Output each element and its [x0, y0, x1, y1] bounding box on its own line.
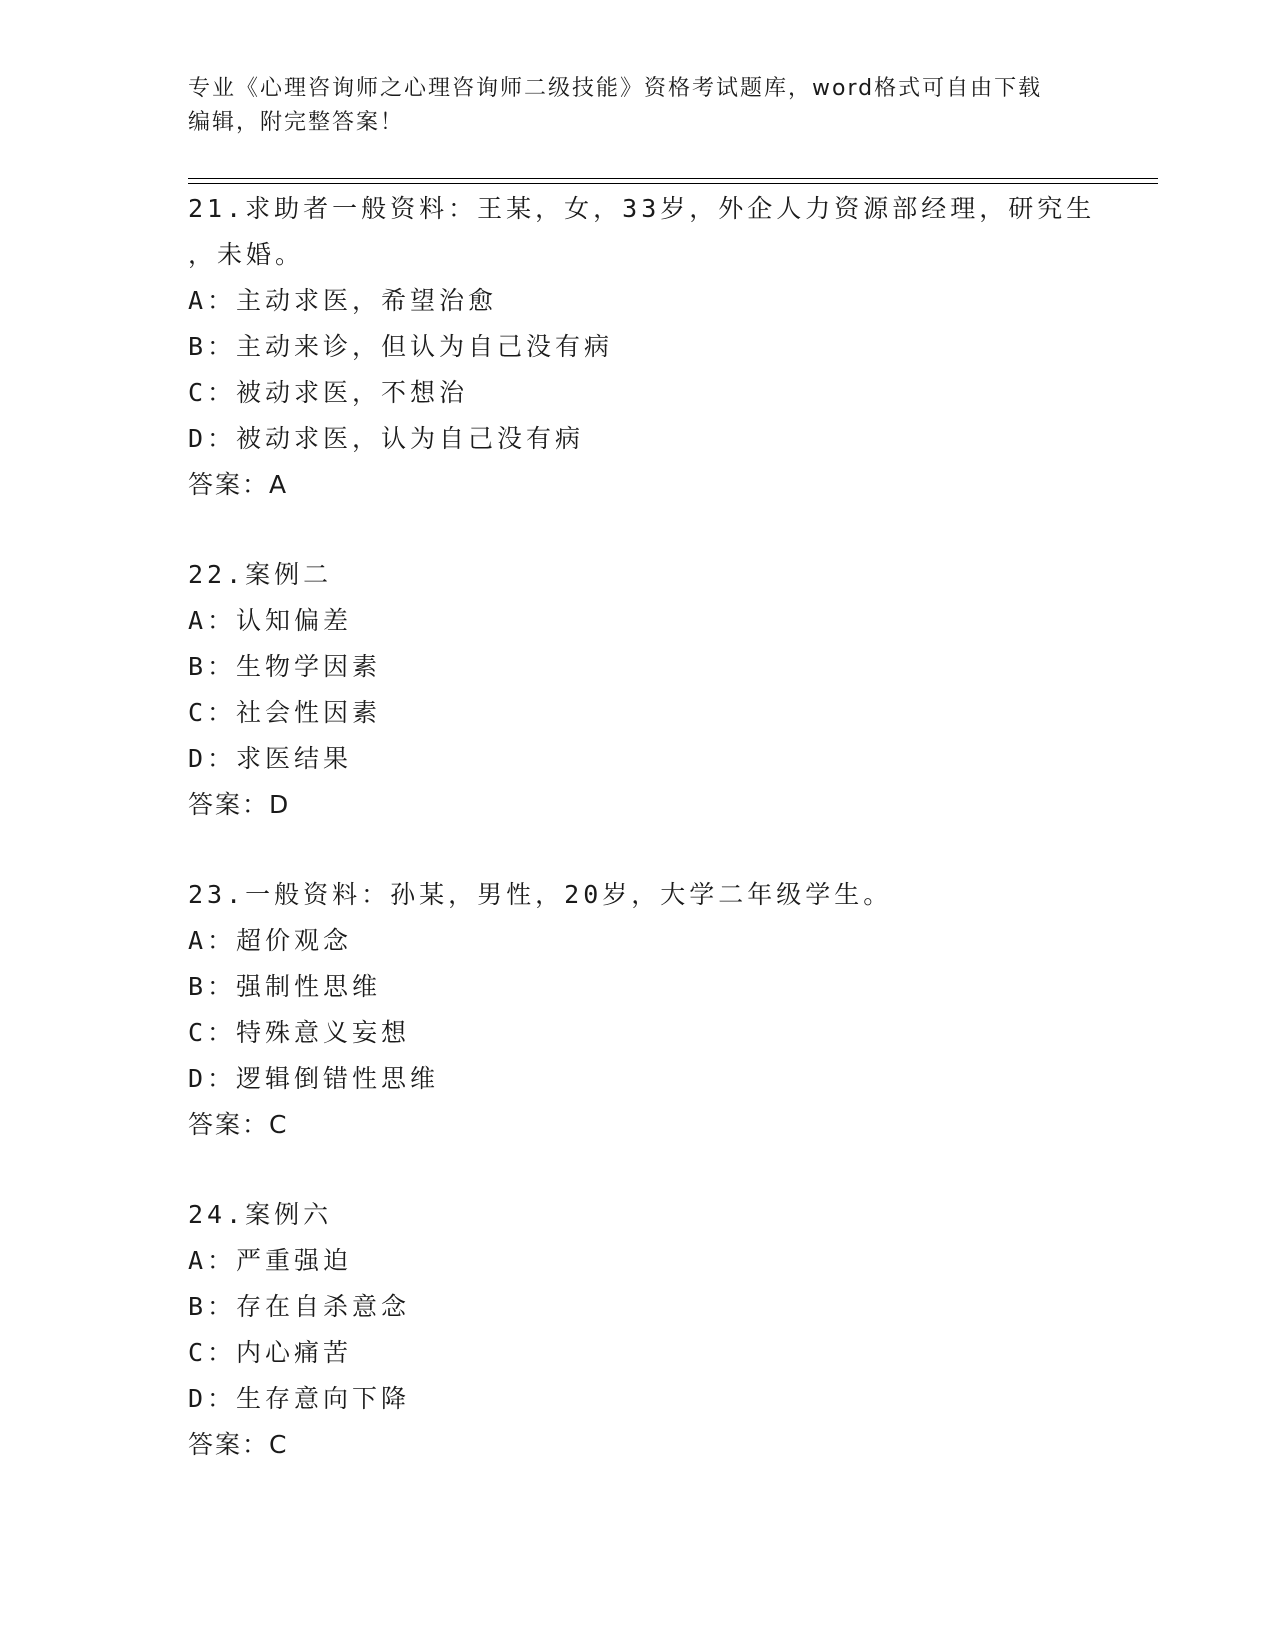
option-d: D：生存意向下降 [188, 1384, 411, 1413]
option-d: D：被动求医，认为自己没有病 [188, 424, 585, 453]
option-b: B：生物学因素 [188, 652, 382, 681]
answer: 答案：A [188, 470, 289, 499]
document-header [188, 72, 1088, 140]
option-b: B：强制性思维 [188, 972, 382, 1001]
question-24 [188, 1192, 1108, 1468]
option-c: C：被动求医，不想治 [188, 378, 469, 407]
option-a: A：严重强迫 [188, 1246, 353, 1275]
option-b: B：存在自杀意念 [188, 1292, 411, 1321]
question-stem: 22.案例二 [188, 560, 333, 589]
question-22 [188, 552, 1108, 828]
header-line-1: 专业《心理咨询师之心理咨询师二级技能》资格考试题库，word格式可自由下载 [188, 76, 1043, 101]
option-a: A：主动求医，希望治愈 [188, 286, 498, 315]
question-23 [188, 872, 1108, 1148]
header-divider-top [188, 178, 1158, 179]
answer: 答案：C [188, 1430, 289, 1459]
option-a: A：超价观念 [188, 926, 353, 955]
option-b: B：主动来诊，但认为自己没有病 [188, 332, 614, 361]
option-d: D：求医结果 [188, 744, 353, 773]
question-stem: 23.一般资料：孙某，男性，20岁，大学二年级学生。 [188, 880, 893, 909]
question-stem: 24.案例六 [188, 1200, 333, 1229]
option-c: C：特殊意义妄想 [188, 1018, 411, 1047]
header-line-2: 编辑，附完整答案！ [188, 110, 405, 135]
question-21 [188, 186, 1108, 508]
answer: 答案：C [188, 1110, 289, 1139]
question-stem: 21.求助者一般资料：王某，女，33岁，外企人力资源部经理，研究生 [188, 194, 1096, 223]
header-divider-bottom [188, 183, 1158, 184]
option-d: D：逻辑倒错性思维 [188, 1064, 440, 1093]
question-stem-continued: ，未婚。 [188, 240, 305, 269]
option-c: C：内心痛苦 [188, 1338, 353, 1367]
option-a: A：认知偏差 [188, 606, 353, 635]
answer: 答案：D [188, 790, 291, 819]
option-c: C：社会性因素 [188, 698, 382, 727]
